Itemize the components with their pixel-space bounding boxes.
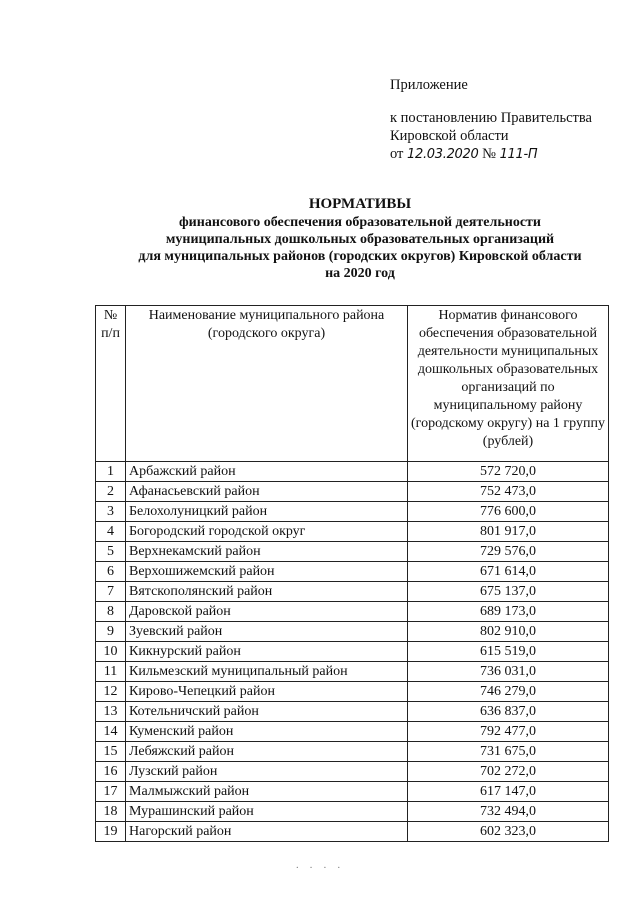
row-value: 746 279,0 [408,682,609,702]
date-prefix: от [390,146,404,162]
table-row [96,602,609,622]
norms-table [95,305,609,842]
table-row [96,802,609,822]
handwritten-number: 111-П [499,147,538,162]
row-name: Куменский район [126,722,408,742]
row-num: 7 [96,582,126,602]
row-value: 602 323,0 [408,822,609,842]
row-value: 636 837,0 [408,702,609,722]
table-row [96,482,609,502]
row-value: 752 473,0 [408,482,609,502]
row-num: 5 [96,542,126,562]
row-name: Малмыжский район [126,782,408,802]
row-name: Арбажский район [126,462,408,482]
row-name: Вятскополянский район [126,582,408,602]
row-name: Лузский район [126,762,408,782]
row-name: Зуевский район [126,622,408,642]
row-value: 671 614,0 [408,562,609,582]
header-name: Наименование муниципального района (городского округа) [126,306,408,462]
table-row [96,622,609,642]
row-name: Мурашинский район [126,802,408,822]
table-row [96,742,609,762]
row-value: 689 173,0 [408,602,609,622]
row-name: Даровской район [126,602,408,622]
appendix-date-line [390,145,592,164]
header-num: № п/п [96,306,126,462]
table-row [96,682,609,702]
appendix-line-1: к постановлению Правительства [390,110,592,126]
row-num: 1 [96,462,126,482]
row-value: 802 910,0 [408,622,609,642]
row-num: 2 [96,482,126,502]
row-value: 731 675,0 [408,742,609,762]
row-num: 11 [96,662,126,682]
row-num: 18 [96,802,126,822]
row-value: 732 494,0 [408,802,609,822]
row-num: 8 [96,602,126,622]
row-name: Нагорский район [126,822,408,842]
header-value: Норматив финансового обеспечения образовательной деятельности муниципальных дошкольных образовательных организаций по муниципальному району (городскому округу) на 1 группу (рублей) [408,306,609,462]
table-row [96,722,609,742]
title-line-2: муниципальных дошкольных образовательных организаций [165,232,555,247]
row-num: 9 [96,622,126,642]
row-num: 12 [96,682,126,702]
row-name: Афанасьевский район [126,482,408,502]
row-num: 14 [96,722,126,742]
row-value: 572 720,0 [408,462,609,482]
row-value: 792 477,0 [408,722,609,742]
row-name: Лебяжский район [126,742,408,762]
table-row [96,522,609,542]
row-num: 10 [96,642,126,662]
table-body [96,462,609,842]
document-title [80,196,640,282]
row-name: Белохолуницкий район [126,502,408,522]
row-name: Богородский городской округ [126,522,408,542]
row-name: Кильмезский муниципальный район [126,662,408,682]
table-row [96,702,609,722]
page-footer-dots: · · · · [295,863,345,874]
table-row [96,542,609,562]
table-row [96,562,609,582]
table-row [96,782,609,802]
row-value: 729 576,0 [408,542,609,562]
row-num: 3 [96,502,126,522]
title-line-1: финансового обеспечения образовательной деятельности [179,215,541,230]
row-num: 4 [96,522,126,542]
row-name: Кирово-Чепецкий район [126,682,408,702]
title-line-4: на 2020 год [325,266,395,281]
row-num: 13 [96,702,126,722]
table-row [96,582,609,602]
row-value: 675 137,0 [408,582,609,602]
table-row [96,502,609,522]
row-name: Котельничский район [126,702,408,722]
appendix-block [390,76,592,164]
row-value: 615 519,0 [408,642,609,662]
appendix-line-2: Кировской области [390,128,509,144]
table-row [96,662,609,682]
title-main: НОРМАТИВЫ [308,196,412,212]
table-row [96,642,609,662]
row-num: 17 [96,782,126,802]
row-value: 702 272,0 [408,762,609,782]
row-num: 6 [96,562,126,582]
row-value: 801 917,0 [408,522,609,542]
row-num: 15 [96,742,126,762]
number-prefix: № [482,146,496,162]
table-row [96,762,609,782]
row-value: 776 600,0 [408,502,609,522]
title-line-3: для муниципальных районов (городских округов) Кировской области [138,249,582,264]
handwritten-date: 12.03.2020 [407,147,479,162]
appendix-label: Приложение [390,77,468,93]
row-num: 16 [96,762,126,782]
table-row [96,822,609,842]
table-row [96,462,609,482]
row-name: Верхнекамский район [126,542,408,562]
row-value: 736 031,0 [408,662,609,682]
row-name: Кикнурский район [126,642,408,662]
row-name: Верхошижемский район [126,562,408,582]
row-num: 19 [96,822,126,842]
row-value: 617 147,0 [408,782,609,802]
table-header-row [96,306,609,462]
